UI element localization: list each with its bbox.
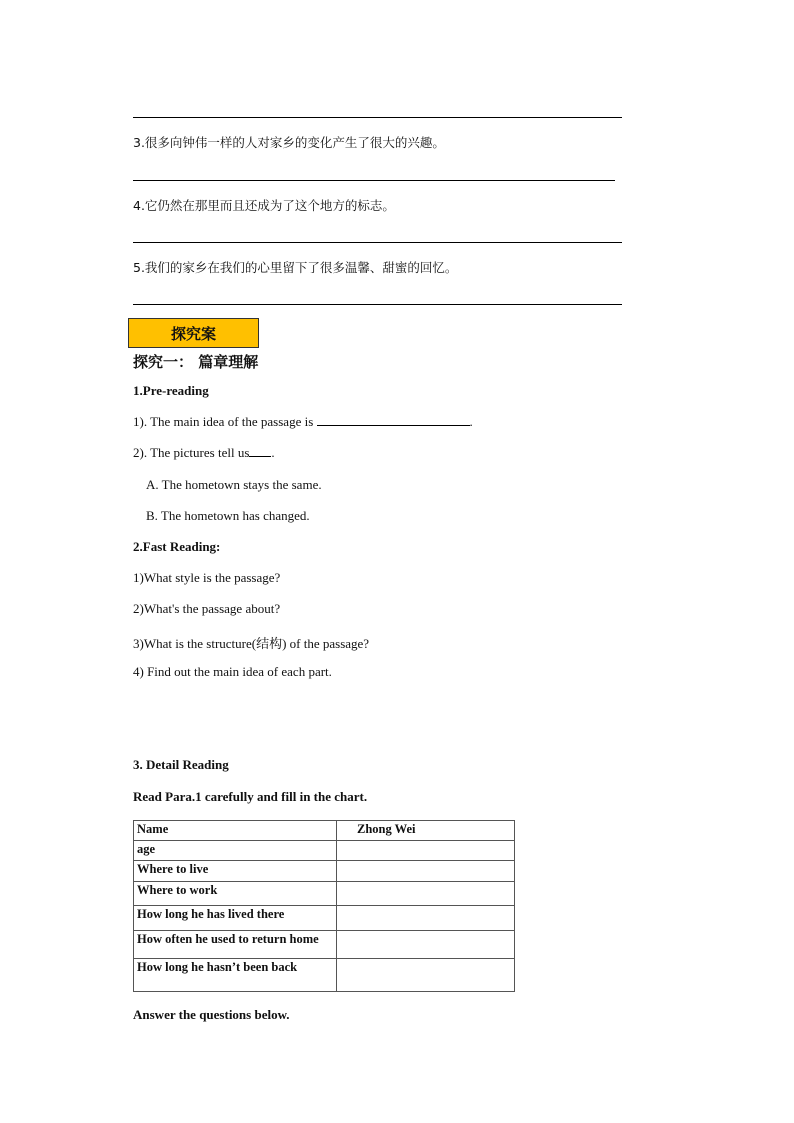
- pre-reading-q1-suffix: .: [469, 414, 473, 429]
- fast-reading-q1: 1)What style is the passage?: [133, 570, 281, 585]
- section-heading: 探究一： 篇章理解: [133, 353, 259, 371]
- table-row: [134, 841, 515, 861]
- answer-line-3: [133, 180, 615, 181]
- answer-line-2: [133, 117, 622, 118]
- pre-reading-q1-text: 1). The main idea of the passage is: [133, 414, 317, 429]
- table-row: [134, 861, 515, 882]
- table-header-value: Zhong Wei: [337, 821, 515, 841]
- table-cell-answer[interactable]: [337, 906, 515, 931]
- section-label-box: 探究案: [128, 318, 259, 348]
- option-a: A. The hometown stays the same.: [146, 477, 322, 492]
- table-row-label: age: [134, 841, 337, 861]
- info-chart-table: [133, 820, 515, 992]
- table-cell-answer[interactable]: [337, 882, 515, 906]
- pre-reading-q2: [133, 445, 275, 461]
- answer-instruction: Answer the questions below.: [133, 1007, 290, 1022]
- table-row-label: How long he has lived there: [134, 906, 337, 931]
- fast-reading-q3: 3)What is the structure(结构) of the passage?: [133, 636, 370, 651]
- option-b: B. The hometown has changed.: [146, 508, 310, 523]
- translation-q3: 3.很多向钟伟一样的人对家乡的变化产生了很大的兴趣。: [133, 135, 445, 150]
- table-cell-answer[interactable]: [337, 931, 515, 959]
- pre-reading-title: 1.Pre-reading: [133, 383, 209, 398]
- pre-reading-q2-suffix: .: [271, 445, 275, 460]
- table-row-label: Where to work: [134, 882, 337, 906]
- translation-q4: 4.它仍然在那里而且还成为了这个地方的标志。: [133, 198, 395, 213]
- detail-reading-instruction: Read Para.1 carefully and fill in the chart.: [133, 789, 368, 804]
- table-cell-answer[interactable]: [337, 841, 515, 861]
- answer-line-5: [133, 304, 622, 305]
- pre-reading-q1: [133, 414, 473, 430]
- fast-reading-q2: 2)What's the passage about?: [133, 601, 281, 616]
- table-row-label: How often he used to return home: [134, 931, 337, 959]
- pre-reading-q1-blank[interactable]: [317, 425, 470, 426]
- pre-reading-q2-text: 2). The pictures tell us: [133, 445, 250, 460]
- table-row-label: How long he hasn’t been back: [134, 959, 337, 992]
- detail-reading-title: 3. Detail Reading: [133, 757, 229, 772]
- pre-reading-q2-blank[interactable]: [249, 456, 271, 457]
- table-row: [134, 906, 515, 931]
- fast-reading-title: 2.Fast Reading:: [133, 539, 221, 554]
- fast-reading-q4: 4) Find out the main idea of each part.: [133, 664, 332, 679]
- answer-line-4: [133, 242, 622, 243]
- table-header-name: Name: [134, 821, 337, 841]
- translation-q5: 5.我们的家乡在我们的心里留下了很多温馨、甜蜜的回忆。: [133, 260, 458, 275]
- table-cell-answer[interactable]: [337, 959, 515, 992]
- table-row: [134, 959, 515, 992]
- table-cell-answer[interactable]: [337, 861, 515, 882]
- table-row: [134, 821, 515, 841]
- table-row-label: Where to live: [134, 861, 337, 882]
- table-row: [134, 882, 515, 906]
- table-row: [134, 931, 515, 959]
